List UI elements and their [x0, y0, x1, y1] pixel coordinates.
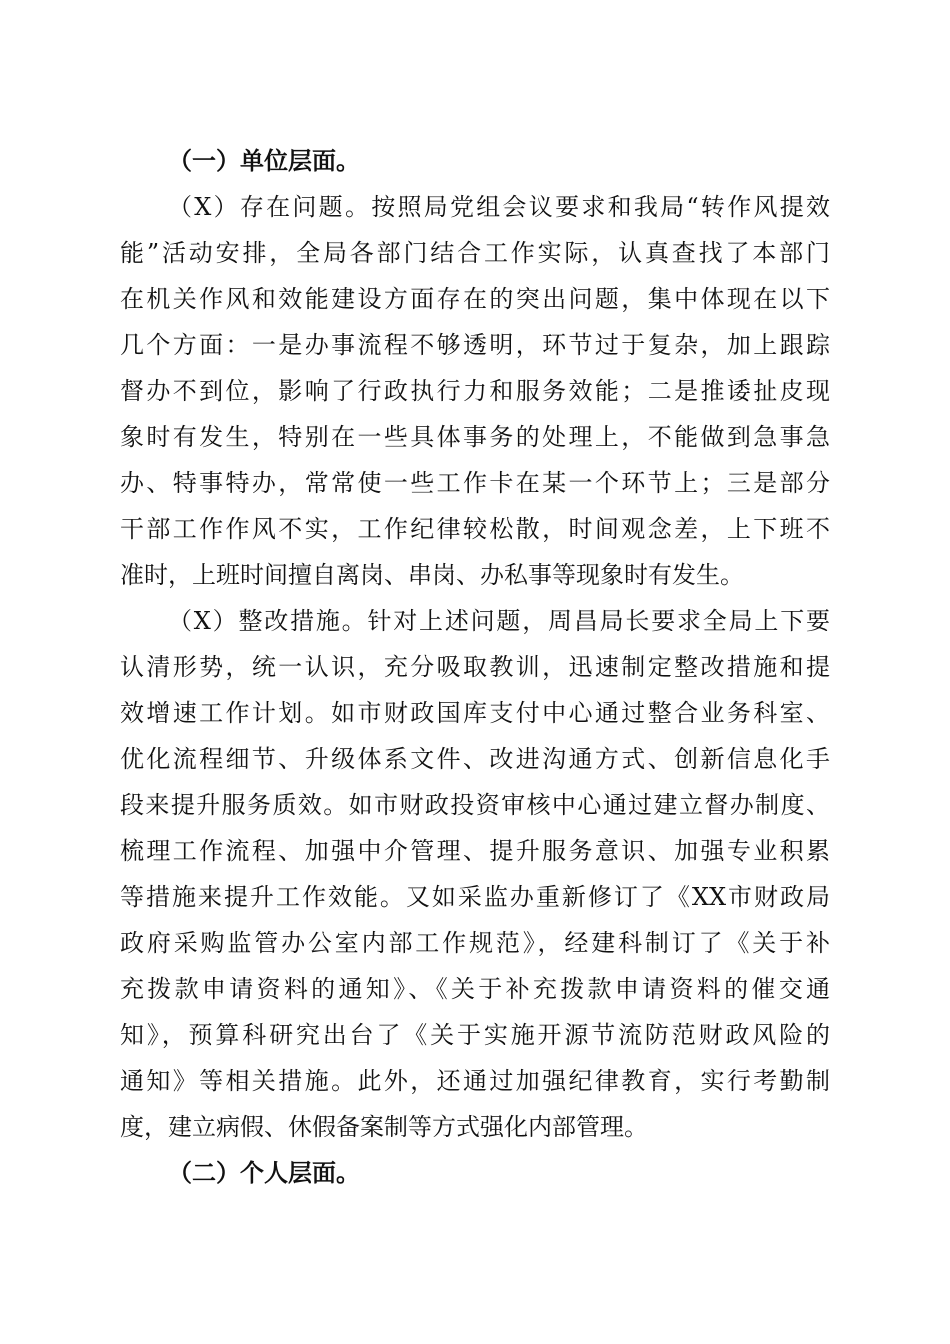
- paragraph-existing-problems: [120, 184, 830, 598]
- paragraph-rectification-measures: [120, 598, 830, 1150]
- paragraph-line: 知》，预算科研究出台了《关于实施开源节流防范财政风险的: [120, 1021, 830, 1049]
- paragraph-line: 政府采购监管办公室内部工作规范》，经建科制订了《关于补: [120, 929, 830, 957]
- paragraph-line: 段来提升服务质效。如市财政投资审核中心通过建立督办制度、: [120, 791, 830, 819]
- paragraph-line: 优化流程细节、升级体系文件、改进沟通方式、创新信息化手: [120, 745, 830, 773]
- section-heading-unit-level: （一）单位层面。: [168, 146, 360, 175]
- paragraph-line: 充拨款申请资料的通知》、《关于补充拨款申请资料的催交通: [120, 975, 830, 1003]
- paragraph-line: 度，建立病假、休假备案制等方式强化内部管理。: [120, 1113, 648, 1141]
- paragraph-line: 通知》等相关措施。此外，还通过加强纪律教育，实行考勤制: [120, 1067, 830, 1095]
- paragraph-line: 能”活动安排，全局各部门结合工作实际，认真查找了本部门: [120, 239, 830, 267]
- paragraph-line: 梳理工作流程、加强中介管理、提升服务意识、加强专业积累: [120, 837, 830, 865]
- paragraph-line: 象时有发生，特别在一些具体事务的处理上，不能做到急事急: [120, 423, 830, 451]
- paragraph-line: 办、特事特办，常常使一些工作卡在某一个环节上；三是部分: [120, 469, 830, 497]
- paragraph-line: 干部工作作风不实，工作纪律较松散，时间观念差，上下班不: [120, 515, 830, 543]
- paragraph-line: （X）存在问题。按照局党组会议要求和我局“转作风提效: [168, 193, 830, 221]
- paragraph-line: 认清形势，统一认识，充分吸取教训，迅速制定整改措施和提: [120, 653, 830, 681]
- paragraph-line: 督办不到位，影响了行政执行力和服务效能；二是推诿扯皮现: [120, 377, 830, 405]
- paragraph-line: 准时，上班时间擅自离岗、串岗、办私事等现象时有发生。: [120, 561, 744, 589]
- paragraph-line: 在机关作风和效能建设方面存在的突出问题，集中体现在以下: [120, 285, 830, 313]
- paragraph-line: 等措施来提升工作效能。又如采监办重新修订了《XX市财政局: [120, 883, 830, 911]
- section-heading-personal-level: （二）个人层面。: [168, 1158, 360, 1187]
- paragraph-line: 几个方面：一是办事流程不够透明，环节过于复杂，加上跟踪: [120, 331, 830, 359]
- paragraph-line: 效增速工作计划。如市财政国库支付中心通过整合业务科室、: [120, 699, 830, 727]
- paragraph-line: （X）整改措施。针对上述问题，周昌局长要求全局上下要: [168, 607, 830, 635]
- document-body: [120, 138, 830, 1196]
